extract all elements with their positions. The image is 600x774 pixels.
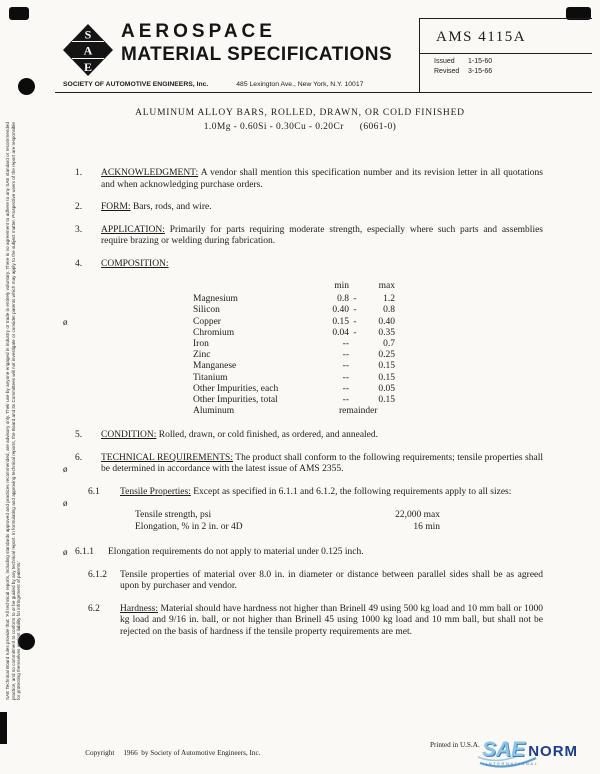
society-name: SOCIETY OF AUTOMOTIVE ENGINEERS, Inc. (63, 81, 209, 88)
section-text: ACKNOWLEDGMENT: A vendor shall mention this specification number and its revision letter in all quotations and when acknowledging purchase orders. (101, 168, 544, 190)
composition-row: Aluminum remainder (193, 406, 378, 417)
section-heading: Tensile Properties: (120, 486, 191, 497)
section-number: 6. (75, 452, 83, 463)
header-title-line2: MATERIAL SPECIFICATIONS (121, 44, 393, 65)
logo-letter-a: A (83, 43, 93, 58)
composition-row: Other Impurities, total -- 0.15 (193, 395, 395, 406)
document-title (0, 108, 600, 132)
issued-label: Issued (434, 58, 455, 65)
section-number: 6.1.2 (88, 569, 107, 580)
section-6-1-2 (75, 570, 543, 593)
doc-number-box (419, 18, 592, 92)
section-text (101, 259, 543, 271)
dates-block (420, 54, 592, 75)
header-title (121, 18, 419, 66)
revision-mark: ø (63, 316, 68, 327)
revision-mark: ø (63, 464, 68, 475)
title-line1: ALUMINUM ALLOY BARS, ROLLED, DRAWN, OR COLD FINISHED (135, 108, 465, 118)
section-6-2 (75, 604, 543, 639)
composition-row: ø Copper 0.15 - 0.40 (63, 316, 395, 327)
edge-mark-bottom-left (0, 712, 7, 744)
section-heading: ACKNOWLEDGMENT: (101, 168, 199, 178)
punch-hole-top (18, 78, 35, 95)
revised-label: Revised (434, 68, 460, 75)
section-heading: COMPOSITION: (101, 258, 169, 269)
section-6-1 (63, 486, 543, 509)
section-number: 5. (75, 430, 83, 441)
composition-row: Zinc -- 0.25 (193, 350, 395, 361)
composition-row: Manganese -- 0.15 (193, 361, 395, 372)
section-4 (75, 259, 543, 271)
revised-row (434, 68, 592, 75)
section-number: 6.1.1 (75, 547, 94, 558)
section-number: 2. (75, 202, 83, 212)
alloy-code: (6061-0) (359, 122, 397, 132)
section-text: Elongation requirements do not apply to material under 0.125 inch. (108, 547, 364, 558)
section-text: TECHNICAL REQUIREMENTS: The product shall conform to the following requirements; tensile properties shall be determined in accordance with the latest issue of AMS 2355. (101, 452, 543, 475)
composition-row: Other Impurities, each -- 0.05 (193, 383, 395, 394)
doc-number: AMS 4115A (420, 19, 592, 54)
section-5 (75, 430, 543, 442)
tensile-value: 22,000 max (395, 510, 440, 521)
header (55, 18, 592, 93)
section-text: APPLICATION: Primarily for parts requiring moderate strength, especially where such parts and assemblies require brazing or welding during fabrication. (101, 224, 544, 246)
document-body (63, 168, 544, 649)
section-heading: Hardness: (120, 603, 158, 614)
printed-text: Printed in U.S.A. (430, 741, 480, 749)
section-1 (75, 168, 543, 191)
alloy-formula: 1.0Mg - 0.60Si - 0.30Cu - 0.20Cr (203, 122, 344, 132)
tensile-row (135, 509, 543, 521)
composition-row: Silicon 0.40 - 0.8 (193, 305, 395, 316)
revision-mark: ø (63, 547, 68, 558)
section-3 (75, 225, 543, 248)
section-text: FORM: Bars, rods, and wire. (101, 202, 212, 212)
composition-row: Iron -- 0.7 (193, 339, 395, 350)
section-text: Tensile properties of material over 8.0 in. in diameter or distance between parallel sides shall be as agreed upon by purchaser and vendor. (120, 569, 543, 592)
section-6 (63, 452, 543, 476)
max-column-label: max (378, 281, 395, 291)
society-line (63, 81, 363, 88)
watermark-sae: SAE (482, 738, 526, 761)
header-left (55, 18, 419, 92)
watermark-text (482, 738, 578, 762)
margin-disclaimer: SAE Technical Board rules provide that: 'All technical reports, including standards approved and practices recommended, are advisory only. Their use by anyone engaged in industry or trade is entirely voluntary. There is no agreement to adhere to any SAE standard or recommended practice, and no commitment to conform to or be guided by any technical report. In formulating and approving technical reports, the Board and its Committees will not investigate or consider patents which may apply to the subject matter. Prospective users of the report are responsible for protecting themselves against liability for infringement of patents.' (5, 122, 21, 700)
copyright-text: Copyright 1966 by Society of Automotive Engineers, Inc. (85, 749, 261, 757)
section-6-1-1 (63, 547, 543, 559)
footer (78, 741, 538, 773)
tensile-label: Elongation, % in 2 in. or 4D (135, 522, 243, 533)
revised-date: 3-15-66 (468, 68, 493, 75)
composition-row: Magnesium 0.8 - 1.2 (193, 294, 395, 305)
section-heading: TECHNICAL REQUIREMENTS: (101, 452, 233, 463)
tensile-value: 16 min (413, 522, 440, 533)
section-heading: CONDITION: (101, 430, 157, 441)
section-number: 3. (75, 224, 83, 235)
corner-mark-top-left (9, 7, 29, 20)
section-text: Hardness: Material should have hardness not higher than Brinell 49 using 500 kg load and 10 mm ball or 1000 kg load and 9/16 in. ball, or not higher than Brinell 45 using 1000 kg load and 10 mm ball, but shall not be rejected on the basis of hardness if the tensile property requirements are met. (120, 603, 544, 637)
section-text: Tensile Properties: Except as specified in 6.1.1 and 6.1.2, the following requirements apply to all sizes: (120, 486, 512, 497)
composition-row: Titanium -- 0.15 (193, 372, 395, 383)
revision-mark: ø (63, 498, 68, 509)
tensile-label: Tensile strength, psi (135, 510, 212, 521)
section-number: 4. (75, 258, 83, 269)
section-number: 6.2 (88, 603, 100, 614)
logo-letter-e: E (83, 60, 93, 74)
society-address: 485 Lexington Ave., New York, N.Y. 10017 (236, 81, 364, 88)
tensile-row (135, 521, 543, 533)
issued-date: 1-15-60 (468, 58, 493, 65)
issued-row (434, 58, 592, 65)
composition-table (63, 281, 543, 417)
header-title-line1: AEROSPACE (121, 21, 276, 42)
title-line2 (0, 122, 600, 132)
min-column-label: min (334, 281, 349, 291)
section-number: 1. (75, 168, 83, 178)
sae-norm-watermark (478, 737, 598, 773)
composition-row: Chromium 0.04 - 0.35 (193, 327, 395, 338)
sae-logo (62, 23, 114, 82)
tensile-table (135, 509, 543, 533)
section-heading: FORM: (101, 202, 131, 212)
section-number: 6.1 (88, 486, 100, 497)
composition-header-row (193, 281, 543, 292)
watermark-subtext: INTERNATIONAL (486, 761, 539, 766)
logo-letter-s: S (84, 27, 92, 42)
section-text: CONDITION: Rolled, drawn, or cold finished, as ordered, and annealed. (101, 430, 379, 441)
section-heading: APPLICATION: (101, 224, 165, 235)
watermark-norm: NORM (528, 743, 579, 760)
section-2 (75, 202, 543, 214)
